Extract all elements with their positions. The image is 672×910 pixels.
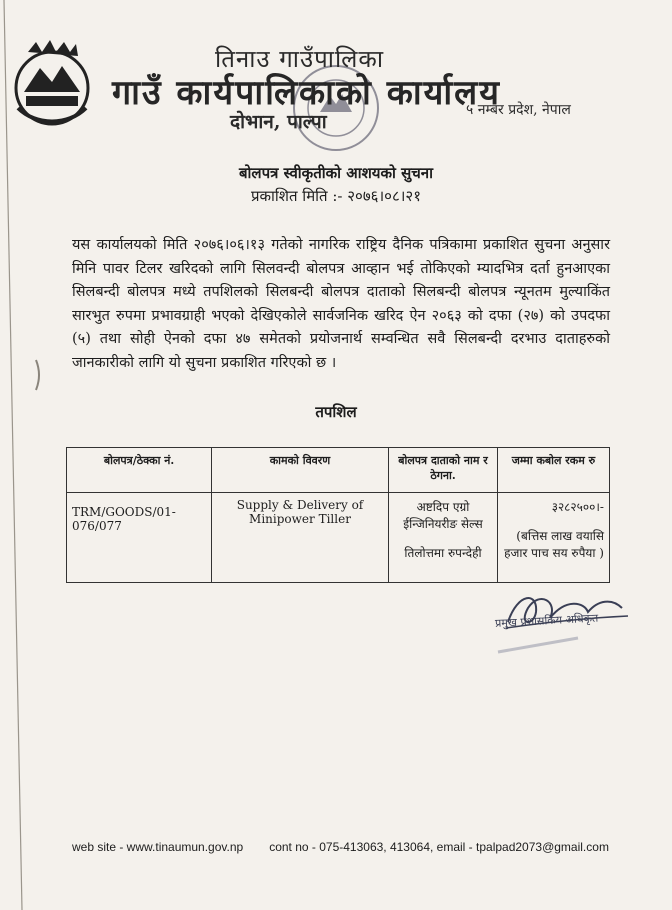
header-description: कामको विवरण [212, 448, 389, 493]
cell-description: Supply & Delivery of Minipower Tiller [212, 493, 389, 583]
bidder-name: अष्टदिप एग्रो ईन्जिनियरीङ सेल्स [403, 500, 483, 531]
office-address: दोभान, पाल्पा [230, 111, 327, 133]
cell-amount [498, 493, 610, 583]
header-amount: जम्मा कबोल रकम रु [498, 448, 610, 493]
table-row [67, 493, 610, 583]
amount-words: (बत्तिस लाख वयासि हजार पाच सय रुपैया ) [504, 529, 604, 560]
nepal-emblem-icon [6, 38, 98, 130]
notice-title: बोलपत्र स्वीकृतीको आशयको सुचना [238, 164, 434, 182]
bid-details-table [66, 447, 610, 583]
cell-bidder [389, 493, 498, 583]
header-bidder: बोलपत्र दाताको नाम र ठेगना. [389, 448, 498, 493]
published-date: प्रकाशित मिति :- २०७६।०८।२१ [250, 187, 422, 205]
page-edge-shadow [0, 0, 40, 910]
cell-contract-no: TRM/GOODS/01-076/077 [67, 493, 212, 583]
header-contract-no: बोलपत्र/ठेक्का नं. [67, 448, 212, 493]
municipality-name: तिनाउ गाउँपालिका [215, 45, 385, 73]
amount-figure: ३२८२५००।- [551, 500, 604, 514]
footer-contact: cont no - 075-413063, 413064, email - tpalpad2073@gmail.com [269, 840, 609, 854]
footer-website: web site - www.tinaumun.gov.np [72, 840, 244, 854]
notice-body: यस कार्यालयको मिति २०७६।०६।१३ गतेको नागरिक राष्ट्रिय दैनिक पत्रिकामा प्रकाशित सुचना अनुसार मिनि पावर टिलर खरिदको लागि सिलवन्दी बोलपत्र आव्हान भई तोकिएको म्यादभित्र दर्ता हुनआएका सिलबन्दी बोलपत्र मध्ये तपशिलको सिलबन्दी बोलपत्र दाताको सिलबन्दी बोलपत्र न्यूनतम मुल्याकिंत सारभुत रुपमा प्रभावग्राही भएको देखिएकोले सार्वजनिक खरिद ऐन २०६३ को दफा (२७) को उपदफा (५) तथा सोही ऐनको दफा ४७ समेतको प्रयोजनार्थ सम्वन्धित सवै सिलबन्दी दरभाउ दाताहरुको जानकारीको लागि यो सुचना प्रकाशित गरिएको छ । [72, 237, 610, 371]
page-footer [72, 840, 632, 854]
signatory-designation: प्रमुख प्रशासकिय अधिकृत [494, 611, 599, 630]
table-header-row [67, 448, 610, 493]
bidder-address: तिलोत्तमा रुपन्देही [404, 546, 482, 560]
details-heading: तपशिल [315, 403, 357, 421]
province-label: ५ नम्बर प्रदेश, नेपाल [466, 102, 571, 118]
office-name: गाउँ कार्यपालिकाको कार्यालय [112, 73, 501, 113]
